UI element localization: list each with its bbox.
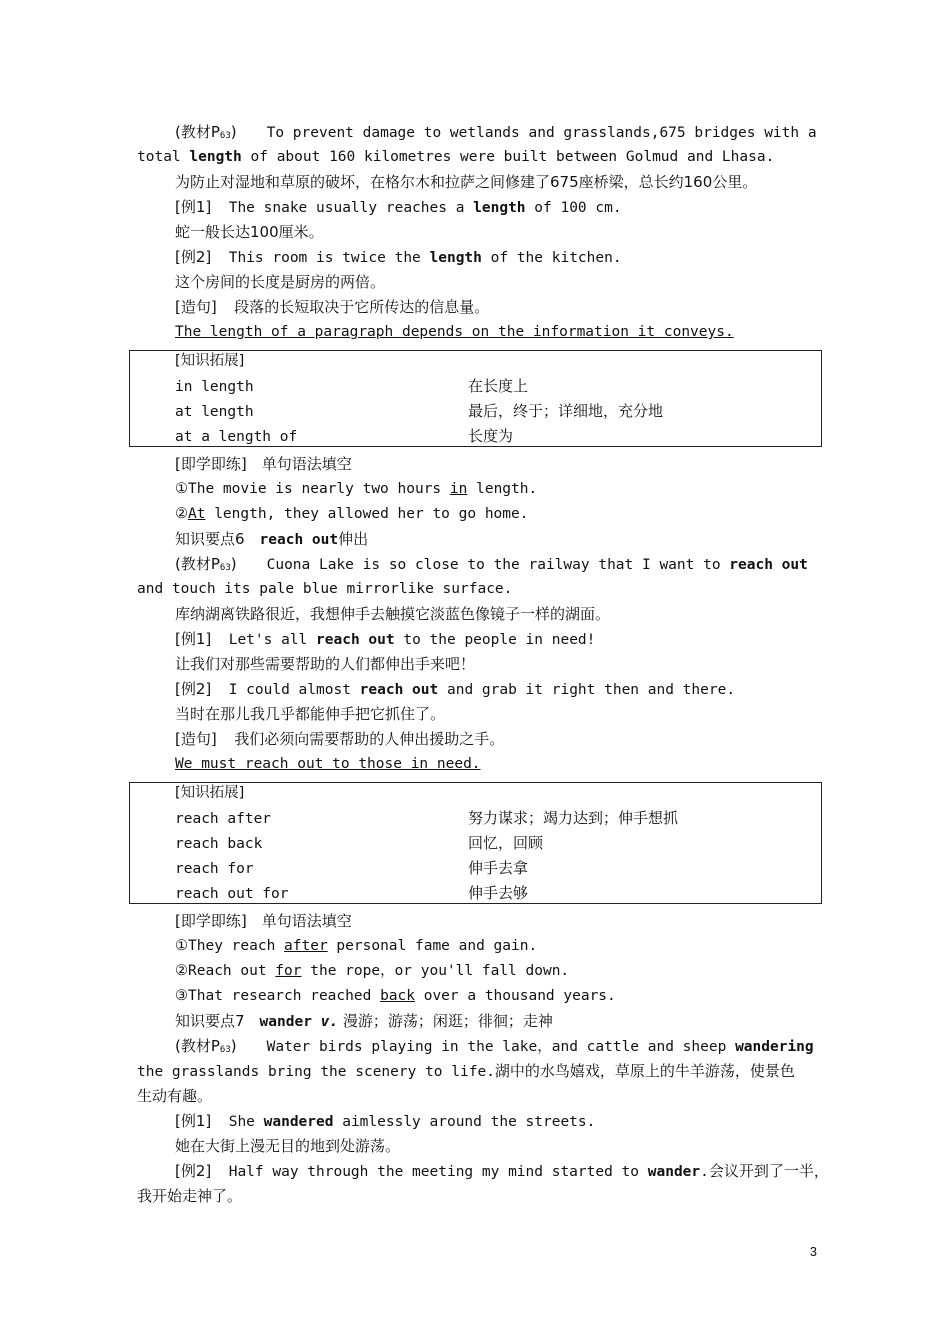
example-1-translation: 蛇一般长达100厘米。: [175, 223, 324, 241]
practice-title: [即学即练] 单句语法填空: [175, 912, 352, 930]
keyword: wandering: [735, 1039, 814, 1055]
expansion-row: at length 最后，终于；详细地，充分地: [175, 402, 664, 420]
textbook-source-line: (教材P63) To prevent damage to wetlands and grasslands,675 bridges with a: [175, 123, 817, 141]
keyword: reach out: [359, 682, 439, 698]
textbook-translation-cont: 生动有趣。: [137, 1087, 213, 1105]
example-1: [例1] Let's all reach out to the people in need!: [175, 630, 596, 648]
practice-item: ①They reach after personal fame and gain.: [175, 938, 538, 954]
textbook-translation: 为防止对湿地和草原的破坏，在格尔木和拉萨之间修建了675座桥梁，总长约160公里。: [175, 173, 758, 191]
knowledge-expansion-box: [129, 350, 822, 447]
example-1-translation: 让我们对那些需要帮助的人们都伸出手来吧！: [175, 655, 476, 673]
example-2: [例2] I could almost reach out and grab it right then and there.: [175, 680, 736, 698]
keyword: wander: [647, 1164, 701, 1180]
practice-item: ③That research reached back over a thousand years.: [175, 988, 616, 1004]
keyword: reach out: [316, 632, 395, 648]
page-number: 3: [809, 1244, 817, 1259]
box-title: [知识拓展]: [175, 353, 245, 369]
expansion-row: reach for 伸手去拿: [175, 859, 529, 877]
knowledge-expansion-box: [129, 782, 822, 904]
example-2-translation: 当时在那儿我几乎都能伸手把它抓住了。: [175, 705, 446, 723]
knowledge-point-heading: 知识要点6 reach out伸出: [175, 530, 369, 548]
textbook-sentence-cont: total length of about 160 kilometres were built between Golmud and Lhasa.: [137, 149, 775, 165]
sentence-making: [造句] 我们必须向需要帮助的人伸出援助之手。: [175, 730, 505, 748]
practice-title: [即学即练] 单句语法填空: [175, 455, 352, 473]
example-1-translation: 她在大街上漫无目的地到处游荡。: [175, 1137, 401, 1155]
expansion-row: at a length of 长度为: [175, 427, 514, 445]
textbook-sentence-cont: and touch its pale blue mirrorlike surface.: [137, 581, 513, 597]
example-1: [例1] The snake usually reaches a length of 100 cm.: [175, 198, 622, 216]
practice-item: ②At length, they allowed her to go home.: [175, 506, 529, 522]
sentence-making: [造句] 段落的长短取决于它所传达的信息量。: [175, 298, 490, 316]
practice-item: ②Reach out for the rope，or you'll fall down.: [175, 963, 570, 979]
keyword: length: [473, 200, 526, 216]
textbook-sentence-cont: the grasslands bring the scenery to life.湖中的水鸟嬉戏，草原上的牛羊游荡，使景色: [137, 1062, 795, 1080]
knowledge-point-heading: 知识要点7 wander v. 漫游；游荡；闲逛；徘徊；走神: [175, 1012, 553, 1030]
keyword: wandered: [263, 1114, 334, 1130]
example-1: [例1] She wandered aimlessly around the streets.: [175, 1112, 596, 1130]
answer-blank: back: [380, 988, 415, 1004]
sentence-making-answer: The length of a paragraph depends on the information it conveys.: [175, 324, 734, 340]
keyword: length: [189, 149, 242, 165]
example-2: [例2] This room is twice the length of the kitchen.: [175, 248, 622, 266]
answer-blank: for: [275, 963, 302, 979]
keyword: length: [429, 250, 482, 266]
answer-blank: in: [449, 481, 468, 497]
textbook-source-line: (教材P63) Cuona Lake is so close to the railway that I want to reach out: [175, 555, 808, 573]
practice-item: ①The movie is nearly two hours in length.: [175, 481, 538, 497]
answer-blank: after: [284, 938, 328, 954]
expansion-row: reach after 努力谋求；竭力达到；伸手想抓: [175, 809, 679, 827]
keyword: reach out: [729, 557, 808, 573]
expansion-row: in length 在长度上: [175, 377, 529, 395]
textbook-source-line: (教材P63) Water birds playing in the lake，and cattle and sheep wandering: [175, 1037, 814, 1055]
expansion-row: reach back 回忆，回顾: [175, 834, 544, 852]
sentence-making-answer: We must reach out to those in need.: [175, 756, 481, 772]
example-2-translation: 我开始走神了。: [137, 1187, 243, 1205]
example-2: [例2] Half way through the meeting my mind started to wander.会议开到了一半，: [175, 1162, 829, 1180]
example-2-translation: 这个房间的长度是厨房的两倍。: [175, 273, 386, 291]
box-title: [知识拓展]: [175, 785, 245, 801]
textbook-translation: 库纳湖离铁路很近，我想伸手去触摸它淡蓝色像镜子一样的湖面。: [175, 605, 611, 623]
answer-blank: At: [188, 506, 206, 522]
expansion-row: reach out for 伸手去够: [175, 884, 529, 902]
